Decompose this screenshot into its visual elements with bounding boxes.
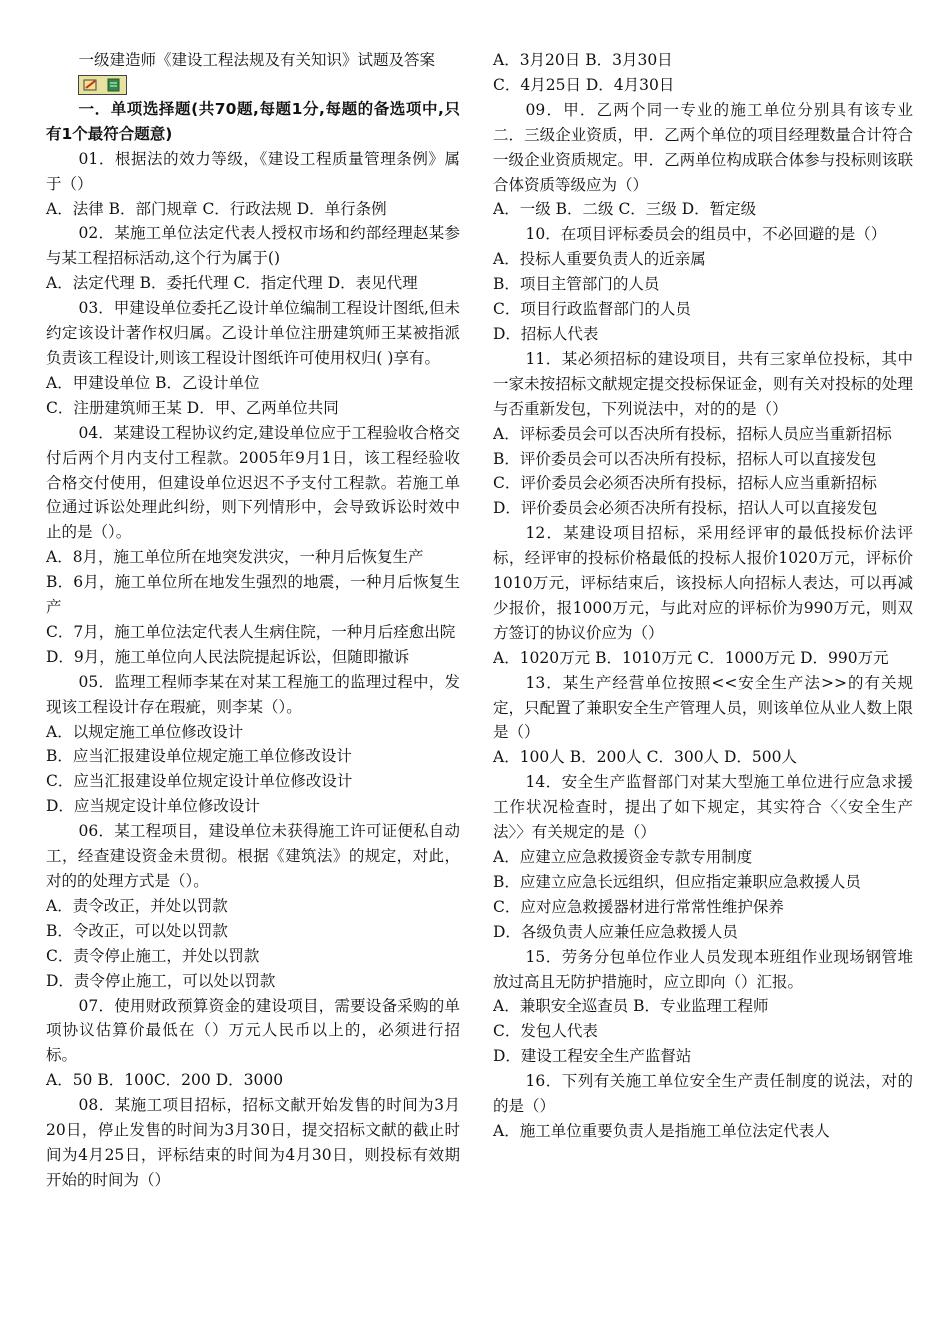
option-line: C．7月，施工单位法定代表人生病住院，一种月后痊愈出院 [46,622,456,641]
option-line: A．施工单位重要负责人是指施工单位法定代表人 [493,1121,830,1140]
option-line: B．应建立应急长远组织，但应指定兼职应急救援人员 [493,872,861,891]
question-text: 16．下列有关施工单位安全生产责任制度的说法，对的的是（） [493,1072,913,1116]
question-text: 06．某工程项目，建设单位未获得施工许可证便私自动工，经查建设资金未贯彻。根据《建筑法》的规定，对此，对的的处理方式是（）。 [46,822,460,890]
question-text: 10．在项目评标委员会的组员中，不必回避的是（） [525,225,887,244]
option-line: C．应当汇报建设单位规定设计单位修改设计 [46,772,353,791]
question-text: 03．甲建设单位委托乙设计单位编制工程设计图纸,但未约定该设计著作权归属。乙设计单位注册建筑师王某被指派负责该工程设计,则该工程设计图纸许可使用权归( )享有。 [46,299,460,367]
option-line: C．项目行政监督部门的人员 [493,300,691,319]
option-line: C．责令停止施工，并处以罚款 [46,946,260,965]
option-line: D．评价委员会必须否决所有投标，招认人可以直接发包 [493,499,878,518]
section-heading: 一．单项选择题(共70题,每题1分,每题的备选项中,只有1个最符合题意) [46,99,460,143]
option-line: C．应对应急救援器材进行常常性维护保养 [493,897,784,916]
question-text: 11．某必须招标的建设项目，共有三家单位投标，其中一家未按招标文献规定提交投标保证金，则有关对投标的处理与否重新发包，下列说法中，对的的是（） [493,349,913,418]
option-line: A．甲建设单位 B．乙设计单位 [46,373,260,392]
option-line: A．应建立应急救援资金专款专用制度 [493,848,753,866]
option-line: A．法定代理 B．委托代理 C．指定代理 D．表见代理 [46,274,418,293]
question-text: 09．甲．乙两个同一专业的施工单位分别具有该专业二．三级企业资质，甲．乙两个单位的项目经理数量合计符合一级企业资质规定。甲．乙两单位构成联合体参与投标则该联合体资质等级应为（） [493,100,913,194]
option-line: A．兼职安全巡查员 B．专业监理工程师 [493,997,769,1016]
option-line: D．招标人代表 [493,324,599,343]
document-title: 一级建造师《建设工程法规及有关知识》试题及答案 [78,51,436,69]
option-line: C．发包人代表 [493,1022,598,1041]
question-text: 04．某建设工程协议约定,建设单位应于工程验收合格交付后两个月内支付工程款。2005年9月1日，该工程经验收合格交付使用，但建设单位迟迟不予支付工程款。若施工单位通过诉讼处理此纠纷，则下列情形中，会导致诉讼时效中止的是（）。 [46,423,460,542]
option-line: A．评标委员会可以否决所有投标，招标人员应当重新招标 [493,424,892,443]
option-line: A．50 B．100C．200 D．3000 [46,1071,284,1090]
document-icon [103,76,127,94]
option-line: D．责令停止施工，可以处以罚款 [46,971,276,990]
option-line: A．一级 B．二级 C．三级 D．暂定级 [493,200,757,219]
question-text: 02．某施工单位法定代表人授权市场和约部经理赵某参与某工程招标活动,这个行为属于() [46,224,460,268]
option-line: A．责令改正，并处以罚款 [46,896,228,915]
question-text: 08．某施工项目招标，招标文献开始发售的时间为3月20日，停止发售的时间为3月30日，提交招标文献的截止时间为4月25日，评标结束的时间为4月30日，则投标有效期开始的时间为（） [46,1096,460,1189]
option-line: B．评价委员会可以否决所有投标，招标人可以直接发包 [493,449,877,468]
question-text: 14．安全生产监督部门对某大型施工单位进行应急求援工作状况检查时，提出了如下规定，其实符合〈〈安全生产法〉〉有关规定的是（） [493,773,913,842]
option-line: B．项目主管部门的人员 [493,275,660,294]
option-line: D．9月，施工单位向人民法院提起诉讼，但随即撤诉 [46,647,410,666]
option-line: C．评价委员会必须否决所有投标，招标人应当重新招标 [493,474,877,493]
option-line: D．建设工程安全生产监督站 [493,1047,692,1066]
option-line: A．100人 B．200人 C．300人 D．500人 [493,748,797,767]
edit-icon [79,76,103,94]
option-line: B．令改正，可以处以罚款 [46,921,228,940]
option-line: D．各级负责人应兼任应急救援人员 [493,922,738,941]
option-line: C．注册建筑师王某 D．甲、乙两单位共同 [46,398,339,417]
question-text: 05．监理工程师李某在对某工程施工的监理过程中，发现该工程设计存在瑕疵，则李某（）。 [46,672,460,716]
option-line: B．应当汇报建设单位规定施工单位修改设计 [46,747,352,766]
option-line: A．1020万元 B．1010万元 C．1000万元 D．990万元 [493,648,889,667]
question-text: 12．某建设项目招标，采用经评审的最低投标价法评标，经评审的投标价格最低的投标人报价1020万元，评标价1010万元，评标结束后，该投标人向招标人表达，可以再减少报价，报1000万元，与此对应的评标价为990万元，则双方签订的协议价应为（） [493,524,913,642]
left-column [46,48,460,1193]
question-text: 01．根据法的效力等级，《建设工程质量管理条例》属于（） [46,149,460,193]
option-line: B．6月，施工单位所在地发生强烈的地震，一种月后恢复生产 [46,573,460,617]
option-line: A．3月20日 B．3月30日 [493,51,673,69]
right-column [493,48,913,1144]
option-line: A．法律 B．部门规章 C．行政法规 D．单行条例 [46,199,387,218]
option-line: C．4月25日 D．4月30日 [493,75,675,94]
document-icons [78,75,127,95]
option-line: A．以规定施工单位修改设计 [46,722,244,741]
toolbar-icons [46,73,460,97]
question-text: 07．使用财政预算资金的建设项目，需要设备采购的单项协议估算价最低在（）万元人民币以上的，必须进行招标。 [46,996,460,1065]
option-line: D．应当规定设计单位修改设计 [46,797,260,816]
question-text: 15．劳务分包单位作业人员发现本班组作业现场钢管堆放过高且无防护措施时，应立即向（）汇报。 [493,947,913,991]
option-line: A．投标人重要负责人的近亲属 [493,250,706,269]
question-text: 13．某生产经营单位按照<<安全生产法>>的有关规定，只配置了兼职安全生产管理人员，则该单位从业人数上限是（） [493,673,913,742]
option-line: A．8月，施工单位所在地突发洪灾，一种月后恢复生产 [46,548,424,567]
